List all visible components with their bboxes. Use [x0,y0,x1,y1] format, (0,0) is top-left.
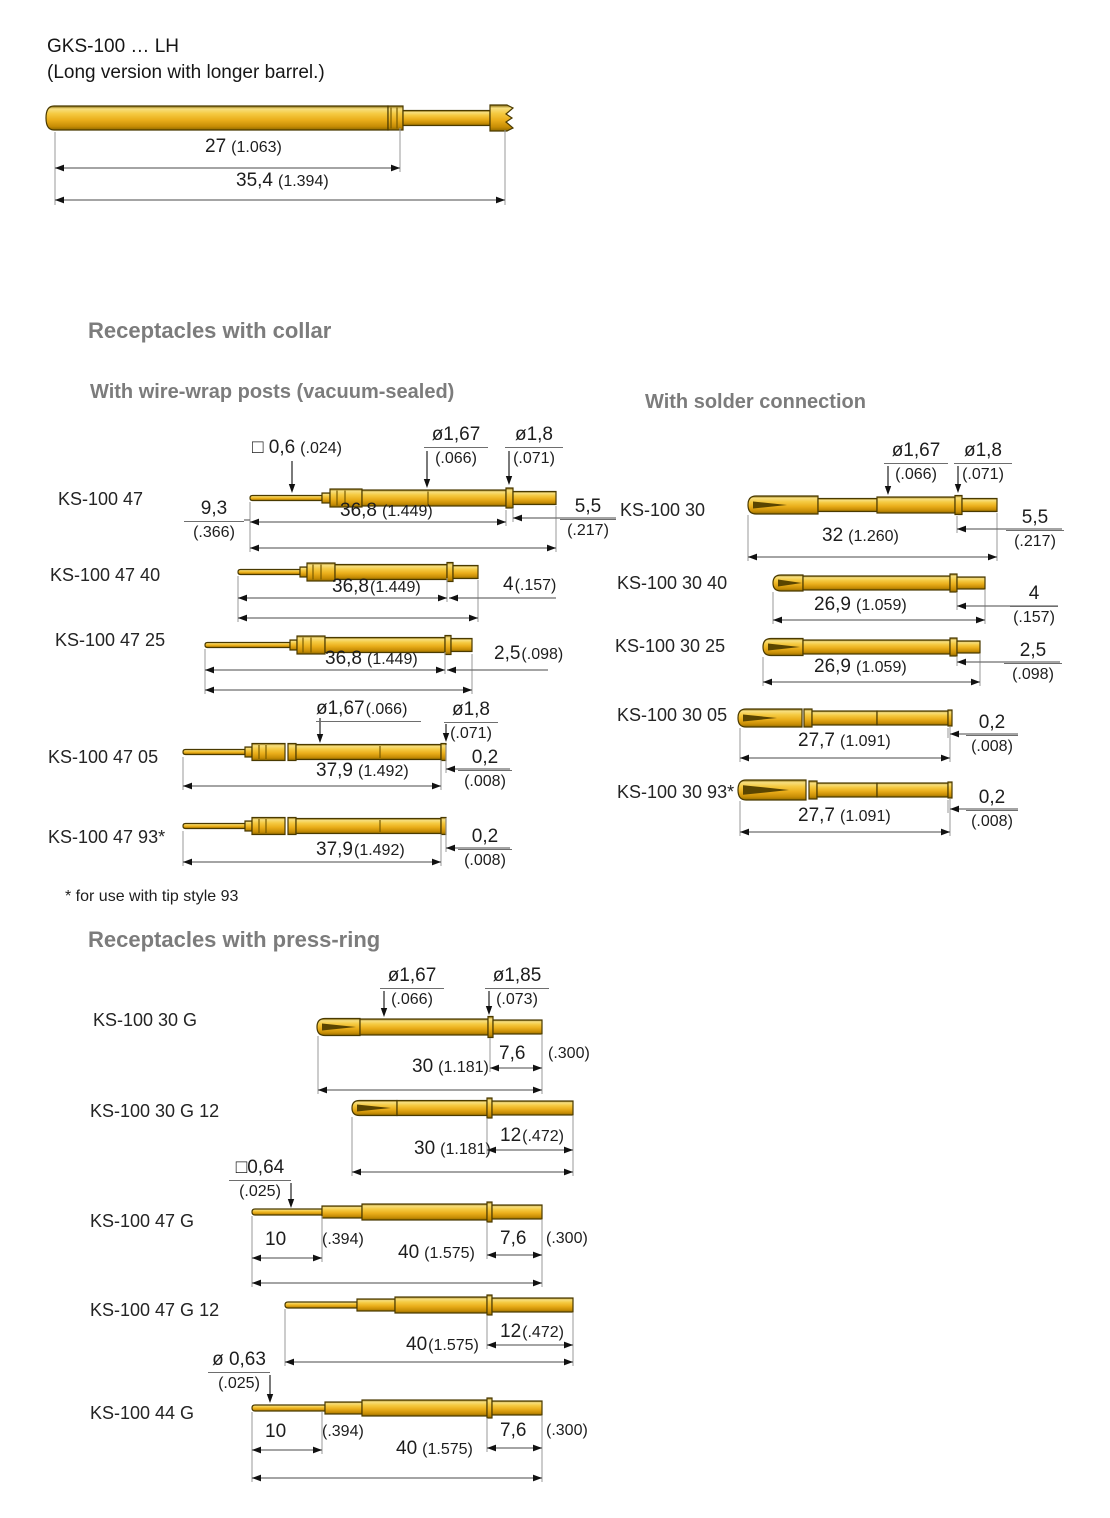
dim-length: 36,8(1.449) [332,576,421,597]
dim-post-length: 9,3 (.366) [184,498,244,542]
callout-dia-barrel: ø1,67(.066) [316,698,421,722]
dim-post-mm: 10 [265,1229,287,1250]
dim-tail-in: (.300) [546,1230,588,1247]
dim-length: 30 (1.181) [412,1056,489,1077]
dim-length: 36,8 (1.449) [340,500,433,521]
part-label-ks-100-30-93: KS-100 30 93* [617,782,735,802]
dim-length: 26,9 (1.059) [814,594,907,615]
callout-dia-barrel: ø1,67 (.066) [380,965,444,1009]
footnote: * for use with tip style 93 [65,888,239,905]
part-label-ks-100-47-g: KS-100 47 G [90,1211,195,1231]
callout-dia-collar: ø1,8 (.071) [444,699,498,743]
page-subtitle: (Long version with longer barrel.) [47,62,325,83]
dim-length: 26,9 (1.059) [814,656,907,677]
callout-dia-collar: ø1,8 (.071) [505,424,563,468]
dim-tail-length: 4(.157) [503,574,557,595]
callout-dia-collar: ø1,8 (.071) [954,440,1012,484]
dim-tail-length: 0,2 (.008) [458,826,512,870]
callout-square-post: □ 0,6 (.024) [252,437,342,458]
dim-tail-length: 0,2 (.008) [966,787,1018,831]
section-heading-collar: Receptacles with collar [88,318,332,343]
section-heading-pressring: Receptacles with press-ring [88,927,381,952]
callout-dia-barrel: ø1,67 (.066) [424,424,488,468]
callout-dia-pressring: ø1,85 (.073) [485,965,549,1009]
section-heading-wirewrap: With wire-wrap posts (vacuum-sealed) [90,381,455,403]
dim-post-mm: 10 [265,1421,287,1442]
dim-tail-length: 0,2 (.008) [458,747,512,791]
dim-tail-length: 5,5 (.217) [1006,507,1064,551]
part-label-ks-100-30: KS-100 30 [620,500,706,520]
dim-tail-length: 4 (.157) [1010,583,1058,627]
part-label-ks-100-47-25: KS-100 47 25 [55,630,166,650]
part-label-ks-100-30-05: KS-100 30 05 [617,705,728,725]
dim-tail-length: 2,5(.098) [494,643,564,664]
dim-length: 40(1.575) [406,1334,479,1355]
callout-dia-post: ø 0,63 (.025) [208,1349,270,1393]
part-label-ks-100-47-05: KS-100 47 05 [48,747,159,767]
dim-post-in: (.394) [322,1423,364,1440]
dim-length: 30 (1.181) [414,1138,491,1159]
dim-tail-length: 2,5 (.098) [1004,640,1062,684]
part-label-ks-100-44-g: KS-100 44 G [90,1403,195,1423]
dim-tail-mm: 7,6 [499,1043,526,1064]
dim-length: 37,9(1.492) [316,839,405,860]
callout-dia-barrel: ø1,67 (.066) [884,440,948,484]
part-label-ks-100-30-g-12: KS-100 30 G 12 [90,1101,220,1121]
dim-tail-in: (.300) [546,1422,588,1439]
part-label-ks-100-30-25: KS-100 30 25 [615,636,726,656]
part-label-ks-100-47-40: KS-100 47 40 [50,565,161,585]
dim-length: 40 (1.575) [398,1242,475,1263]
page-title: GKS-100 … LH [47,36,179,57]
dim-header-barrel-length: 27 (1.063) [205,136,282,157]
dim-tail-length: 5,5 (.217) [560,496,616,540]
dim-length: 40 (1.575) [396,1438,473,1459]
part-label-ks-100-47: KS-100 47 [58,489,144,509]
dim-tail-mm: 7,6 [500,1420,527,1441]
dim-tail-length: 12(.472) [500,1321,564,1342]
dim-length: 37,9 (1.492) [316,760,409,781]
part-label-ks-100-47-93: KS-100 47 93* [48,827,166,847]
dim-header-total-length: 35,4 (1.394) [236,170,329,191]
section-heading-solder: With solder connection [645,391,866,413]
callout-square-post: □0,64 (.025) [229,1157,291,1201]
dim-length: 36,8 (1.449) [325,648,418,669]
dim-tail-mm: 7,6 [500,1228,527,1249]
dim-post-in: (.394) [322,1231,364,1248]
dim-tail-length: 12(.472) [500,1125,564,1146]
dim-length: 27,7 (1.091) [798,730,891,751]
dim-tail-in: (.300) [548,1045,590,1062]
dim-tail-length: 0,2 (.008) [966,712,1018,756]
part-label-ks-100-47-g-12: KS-100 47 G 12 [90,1300,220,1320]
part-label-ks-100-30-40: KS-100 30 40 [617,573,728,593]
dim-length: 27,7 (1.091) [798,805,891,826]
dim-length: 32 (1.260) [822,525,899,546]
part-label-ks-100-30-g: KS-100 30 G [93,1010,198,1030]
